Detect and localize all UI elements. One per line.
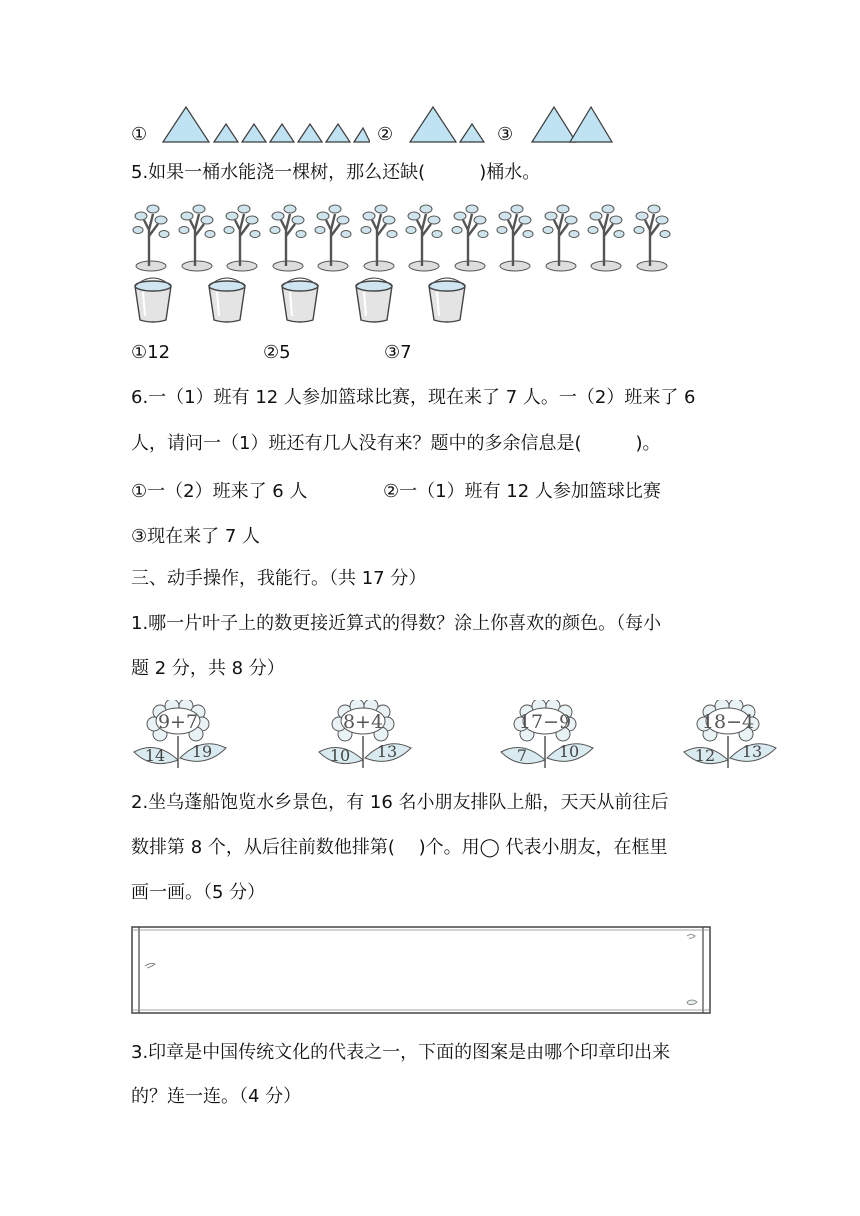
q4-option-1-label[interactable]: ①: [131, 124, 148, 145]
s3-q2-line-3: 画一画。（5 分）: [131, 882, 266, 903]
left-leaf-number: 7: [516, 746, 528, 765]
section-3-title: 三、动手操作，我能行。（共 17 分）: [131, 568, 427, 589]
left-leaf[interactable]: [134, 746, 178, 765]
q4-option-1-triangles: [160, 104, 370, 144]
right-leaf[interactable]: [180, 742, 226, 761]
q4-option-3-label[interactable]: ③: [497, 124, 514, 145]
q5-option-2[interactable]: ②5: [263, 342, 291, 363]
q4-option-3-triangles: [530, 104, 614, 144]
left-leaf-number: 14: [144, 746, 166, 765]
q5-option-3[interactable]: ③7: [384, 342, 412, 363]
q6-option-1[interactable]: ①一（2）班来了 6 人: [131, 481, 308, 502]
q5-question: 5.如果一桶水能浇一棵树，那么还缺( )桶水。: [131, 162, 541, 183]
bucket-icon: [205, 276, 249, 324]
tree-icon: [313, 200, 353, 272]
tree-icon: [541, 200, 581, 272]
left-leaf-number: 12: [694, 746, 716, 765]
bucket-icon: [278, 276, 322, 324]
q5-option-1[interactable]: ①12: [131, 342, 171, 363]
flower-card: [315, 700, 415, 770]
flower-card: [130, 700, 230, 770]
tree-icon: [222, 200, 262, 272]
left-leaf[interactable]: [501, 746, 545, 765]
right-leaf[interactable]: [547, 742, 593, 761]
tree-icon: [268, 200, 308, 272]
q6-line-1: 6.一（1）班有 12 人参加篮球比赛，现在来了 7 人。一（2）班来了 6: [131, 387, 696, 408]
flower-expression: 18−4: [701, 711, 755, 733]
tree-icon: [495, 200, 535, 272]
bucket-icon: [131, 276, 175, 324]
s3-q2-line-2: 数排第 8 个，从后往前数他排第( )个。用◯ 代表小朋友，在框里: [131, 837, 668, 858]
flower-card: [680, 700, 780, 770]
right-leaf-number: 10: [558, 742, 580, 761]
right-leaf[interactable]: [365, 742, 411, 761]
flower-card: [497, 700, 597, 770]
s3-q1-line-2: 题 2 分，共 8 分）: [131, 658, 285, 679]
tree-icon: [586, 200, 626, 272]
s3-q2-line-1: 2.坐乌蓬船饱览水乡景色，有 16 名小朋友排队上船，天天从前往后: [131, 792, 669, 813]
bucket-icon: [425, 276, 469, 324]
q4-option-2-triangles: [408, 104, 488, 144]
left-leaf-number: 10: [329, 746, 351, 765]
flower-expression: 9+7: [157, 711, 199, 733]
tree-icon: [404, 200, 444, 272]
flower-expression: 8+4: [342, 711, 384, 733]
right-leaf-number: 13: [741, 742, 763, 761]
tree-icon: [177, 200, 217, 272]
tree-icon: [450, 200, 490, 272]
right-leaf[interactable]: [730, 742, 776, 761]
tree-icon: [632, 200, 672, 272]
s3-q2-drawing-frame[interactable]: [131, 926, 711, 1014]
flower-expression: 17−9: [518, 711, 572, 733]
right-leaf-number: 19: [191, 742, 213, 761]
left-leaf[interactable]: [319, 746, 363, 765]
s3-q1-line-1: 1.哪一片叶子上的数更接近算式的得数？涂上你喜欢的颜色。（每小: [131, 613, 662, 634]
s3-q3-line-1: 3.印章是中国传统文化的代表之一，下面的图案是由哪个印章印出来: [131, 1042, 671, 1063]
left-leaf[interactable]: [684, 746, 728, 765]
s3-q3-line-2: 的？连一连。（4 分）: [131, 1086, 302, 1107]
q6-line-2: 人，请问一（1）班还有几人没有来？题中的多余信息是( )。: [131, 433, 661, 454]
bucket-icon: [352, 276, 396, 324]
tree-icon: [359, 200, 399, 272]
right-leaf-number: 13: [376, 742, 398, 761]
q6-option-2[interactable]: ②一（1）班有 12 人参加篮球比赛: [383, 481, 661, 502]
q6-option-3[interactable]: ③现在来了 7 人: [131, 526, 261, 547]
tree-icon: [131, 200, 171, 272]
q4-option-2-label[interactable]: ②: [377, 124, 394, 145]
